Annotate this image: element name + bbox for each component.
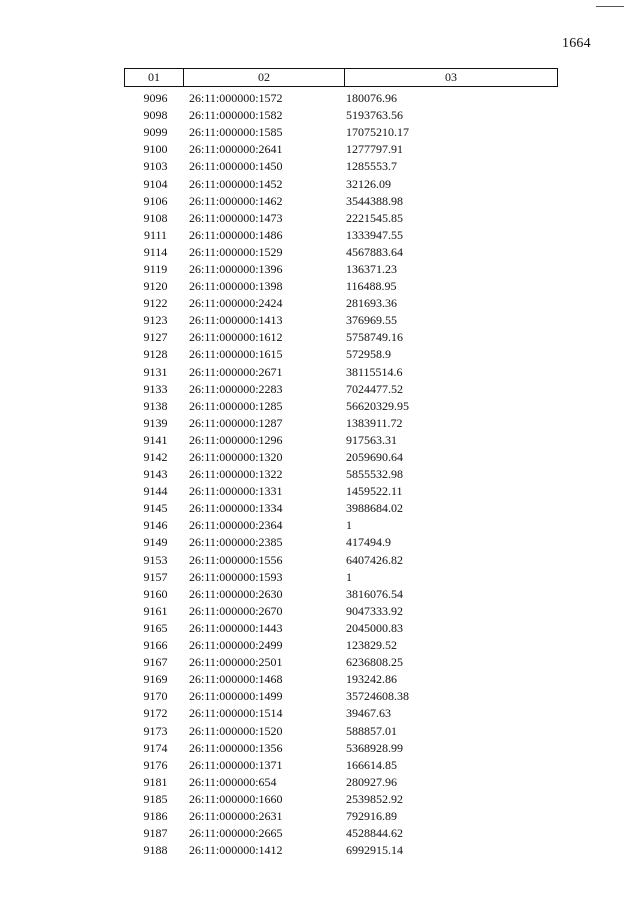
table-row (124, 603, 558, 620)
table-row (124, 534, 558, 551)
table-cell-03: 2059690.64 (346, 450, 403, 465)
top-rule (596, 6, 624, 7)
table-row (124, 227, 558, 244)
table-cell-01: 9131 (143, 364, 168, 379)
table-cell-02: 26:11:000000:1450 (189, 159, 283, 174)
table-row (124, 210, 558, 227)
table-cell-02: 26:11:000000:1499 (189, 689, 283, 704)
table-cell-01: 9157 (143, 569, 168, 584)
table-row (124, 175, 558, 192)
table-cell-03: 417494.9 (346, 535, 391, 550)
table-row (124, 688, 558, 705)
table-row (124, 364, 558, 381)
table-cell-02: 26:11:000000:1331 (189, 484, 283, 499)
table-cell-02: 26:11:000000:1396 (189, 261, 283, 276)
table-row (124, 637, 558, 654)
table-cell-03: 193242.86 (346, 672, 397, 687)
table-cell-02: 26:11:000000:1356 (189, 740, 283, 755)
table-cell-03: 17075210.17 (346, 125, 409, 140)
table-row (124, 312, 558, 329)
table-cell-02: 26:11:000000:654 (189, 774, 277, 789)
table-cell-03: 3544388.98 (346, 193, 403, 208)
table-cell-03: 572958.9 (346, 347, 391, 362)
table-cell-03: 6992915.14 (346, 843, 403, 858)
table-cell-01: 9108 (143, 210, 168, 225)
table-row (124, 705, 558, 722)
table-cell-02: 26:11:000000:2671 (189, 364, 283, 379)
table-cell-01: 9176 (143, 757, 168, 772)
table-row (124, 295, 558, 312)
table-cell-02: 26:11:000000:2631 (189, 808, 283, 823)
table-cell-01: 9181 (143, 774, 168, 789)
table-cell-03: 3988684.02 (346, 501, 403, 516)
table-cell-01: 9187 (143, 826, 168, 841)
table-cell-03: 3816076.54 (346, 586, 403, 601)
table-cell-03: 280927.96 (346, 774, 397, 789)
table-cell-01: 9142 (143, 450, 168, 465)
table-cell-03: 1333947.55 (346, 227, 403, 242)
table-row (124, 842, 558, 859)
table-cell-01: 9111 (143, 227, 168, 242)
table-cell-01: 9167 (143, 655, 168, 670)
table-cell-03: 2045000.83 (346, 620, 403, 635)
table-cell-02: 26:11:000000:2385 (189, 535, 283, 550)
table-cell-02: 26:11:000000:1334 (189, 501, 283, 516)
table-cell-02: 26:11:000000:2641 (189, 142, 283, 157)
table-cell-02: 26:11:000000:1473 (189, 210, 283, 225)
table-cell-01: 9104 (143, 176, 168, 191)
table-cell-03: 4567883.64 (346, 244, 403, 259)
table-cell-03: 39467.63 (346, 706, 391, 721)
table-cell-03: 5758749.16 (346, 330, 403, 345)
table-row (124, 124, 558, 141)
table-cell-03: 792916.89 (346, 808, 397, 823)
table-cell-01: 9106 (143, 193, 168, 208)
table-cell-02: 26:11:000000:2630 (189, 586, 283, 601)
table-cell-02: 26:11:000000:2364 (189, 518, 283, 533)
table-cell-02: 26:11:000000:1371 (189, 757, 283, 772)
table-cell-03: 35724608.38 (346, 689, 409, 704)
table-row (124, 500, 558, 517)
table-row (124, 825, 558, 842)
table-cell-01: 9172 (143, 706, 168, 721)
table-cell-03: 136371.23 (346, 261, 397, 276)
table-cell-01: 9139 (143, 415, 168, 430)
table-row (124, 244, 558, 261)
table-cell-01: 9169 (143, 672, 168, 687)
table-cell-03: 281693.36 (346, 296, 397, 311)
table-cell-02: 26:11:000000:1398 (189, 279, 283, 294)
column-header-01: 01 (125, 69, 184, 86)
table-cell-01: 9165 (143, 620, 168, 635)
table-cell-01: 9145 (143, 501, 168, 516)
column-header-02: 02 (184, 69, 345, 86)
table-cell-02: 26:11:000000:1612 (189, 330, 283, 345)
table-cell-03: 123829.52 (346, 638, 397, 653)
table-cell-03: 9047333.92 (346, 603, 403, 618)
table-cell-03: 32126.09 (346, 176, 391, 191)
table-cell-03: 56620329.95 (346, 398, 409, 413)
table-cell-02: 26:11:000000:1556 (189, 552, 283, 567)
table-cell-03: 5855532.98 (346, 467, 403, 482)
table-cell-02: 26:11:000000:1443 (189, 620, 283, 635)
table-cell-03: 1277797.91 (346, 142, 403, 157)
table-row (124, 620, 558, 637)
table-row (124, 808, 558, 825)
table-cell-01: 9153 (143, 552, 168, 567)
table-cell-01: 9122 (143, 296, 168, 311)
table-cell-01: 9114 (143, 244, 168, 259)
table-cell-02: 26:11:000000:1514 (189, 706, 283, 721)
table-cell-01: 9161 (143, 603, 168, 618)
table-cell-02: 26:11:000000:1412 (189, 843, 283, 858)
table-cell-02: 26:11:000000:2670 (189, 603, 283, 618)
table-row (124, 158, 558, 175)
table-cell-03: 376969.55 (346, 313, 397, 328)
table-row (124, 141, 558, 158)
table-cell-02: 26:11:000000:1296 (189, 432, 283, 447)
table-cell-03: 180076.96 (346, 91, 397, 106)
table-cell-03: 6236808.25 (346, 655, 403, 670)
table-cell-02: 26:11:000000:2665 (189, 826, 283, 841)
table-row (124, 449, 558, 466)
table-cell-03: 588857.01 (346, 723, 397, 738)
table-cell-02: 26:11:000000:1462 (189, 193, 283, 208)
table-row (124, 466, 558, 483)
table-cell-02: 26:11:000000:1320 (189, 450, 283, 465)
table-cell-01: 9149 (143, 535, 168, 550)
table-cell-01: 9128 (143, 347, 168, 362)
table-cell-01: 9099 (143, 125, 168, 140)
table-cell-03: 7024477.52 (346, 381, 403, 396)
table-cell-02: 26:11:000000:1468 (189, 672, 283, 687)
table-cell-01: 9185 (143, 791, 168, 806)
table-cell-03: 1285553.7 (346, 159, 397, 174)
table-row (124, 329, 558, 346)
table-cell-03: 6407426.82 (346, 552, 403, 567)
table-cell-03: 166614.85 (346, 757, 397, 772)
table-cell-01: 9133 (143, 381, 168, 396)
table-cell-01: 9188 (143, 843, 168, 858)
table-row (124, 774, 558, 791)
table-cell-03: 1383911.72 (346, 415, 403, 430)
table-row (124, 261, 558, 278)
table-cell-01: 9127 (143, 330, 168, 345)
table-cell-03: 917563.31 (346, 432, 397, 447)
table-cell-01: 9096 (143, 91, 168, 106)
table-cell-01: 9138 (143, 398, 168, 413)
table-cell-03: 1 (346, 518, 352, 533)
table-row (124, 415, 558, 432)
table-cell-02: 26:11:000000:1413 (189, 313, 283, 328)
table-cell-01: 9174 (143, 740, 168, 755)
table-cell-01: 9100 (143, 142, 168, 157)
table-row (124, 398, 558, 415)
table-row (124, 346, 558, 363)
table-cell-02: 26:11:000000:1529 (189, 244, 283, 259)
table-cell-02: 26:11:000000:1452 (189, 176, 283, 191)
column-header-03: 03 (445, 70, 457, 84)
table-row (124, 278, 558, 295)
table-cell-03: 1 (346, 569, 352, 584)
table-cell-01: 9173 (143, 723, 168, 738)
table-row (124, 517, 558, 534)
table-cell-03: 116488.95 (346, 279, 397, 294)
table-cell-02: 26:11:000000:1285 (189, 398, 283, 413)
table-row (124, 671, 558, 688)
table-row (124, 552, 558, 569)
page-number: 1664 (562, 36, 591, 51)
table-cell-03: 2539852.92 (346, 791, 403, 806)
table-cell-02: 26:11:000000:2283 (189, 381, 283, 396)
table-row (124, 740, 558, 757)
table-row (124, 654, 558, 671)
table-cell-01: 9166 (143, 638, 168, 653)
table-cell-01: 9120 (143, 279, 168, 294)
table-cell-01: 9119 (143, 261, 168, 276)
table-row (124, 193, 558, 210)
table-cell-02: 26:11:000000:1585 (189, 125, 283, 140)
table-cell-01: 9141 (143, 432, 168, 447)
table-row (124, 381, 558, 398)
table-cell-01: 9103 (143, 159, 168, 174)
table-body (124, 90, 558, 859)
table-cell-02: 26:11:000000:2499 (189, 638, 283, 653)
table-cell-02: 26:11:000000:1582 (189, 108, 283, 123)
table-cell-01: 9123 (143, 313, 168, 328)
table-row (124, 586, 558, 603)
table-row (124, 757, 558, 774)
table-cell-01: 9146 (143, 518, 168, 533)
table-cell-01: 9143 (143, 467, 168, 482)
table-row (124, 90, 558, 107)
table-cell-02: 26:11:000000:1520 (189, 723, 283, 738)
table-cell-03: 2221545.85 (346, 210, 403, 225)
table-cell-02: 26:11:000000:1572 (189, 91, 283, 106)
table-cell-01: 9144 (143, 484, 168, 499)
table-cell-02: 26:11:000000:1660 (189, 791, 283, 806)
table-cell-01: 9098 (143, 108, 168, 123)
table-cell-02: 26:11:000000:1615 (189, 347, 283, 362)
table-cell-01: 9170 (143, 689, 168, 704)
table-cell-03: 4528844.62 (346, 826, 403, 841)
table-cell-01: 9186 (143, 808, 168, 823)
table-cell-03: 38115514.6 (346, 364, 403, 379)
table-cell-02: 26:11:000000:1486 (189, 227, 283, 242)
table-cell-01: 9160 (143, 586, 168, 601)
table-cell-02: 26:11:000000:2501 (189, 655, 283, 670)
table-cell-02: 26:11:000000:1287 (189, 415, 283, 430)
table-row (124, 432, 558, 449)
table-row (124, 791, 558, 808)
table-header (124, 68, 558, 87)
table-cell-02: 26:11:000000:1322 (189, 467, 283, 482)
table-row (124, 107, 558, 124)
table-row (124, 722, 558, 739)
table-cell-03: 5193763.56 (346, 108, 403, 123)
table-row (124, 569, 558, 586)
table-cell-02: 26:11:000000:1593 (189, 569, 283, 584)
table-cell-02: 26:11:000000:2424 (189, 296, 283, 311)
table-row (124, 483, 558, 500)
table-cell-03: 1459522.11 (346, 484, 403, 499)
table-cell-03: 5368928.99 (346, 740, 403, 755)
